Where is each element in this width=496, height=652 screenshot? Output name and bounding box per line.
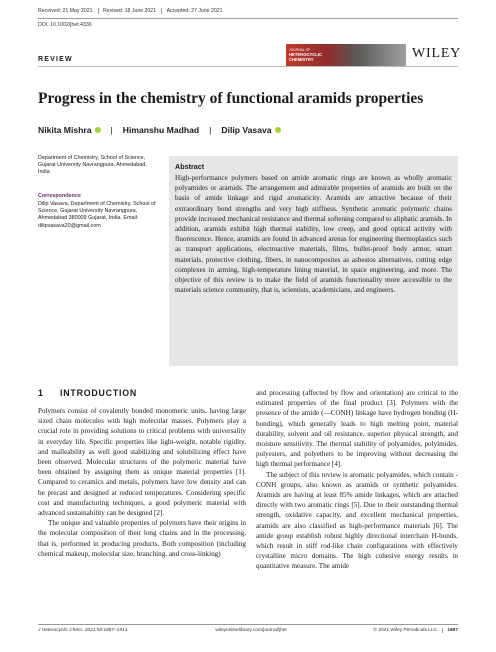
paragraph: The unique and valuable properties of polymers have their origins in the molecular composition of their long chains and in the processing, that is, performed in producing products. Both composition (including chemical makeup, molecular size, branching, and cross-linking) — [38, 519, 246, 558]
correspondence-heading: Correspondence — [38, 193, 81, 199]
section-label: REVIEW — [38, 56, 73, 63]
section-number: 1 — [38, 388, 44, 398]
orcid-icon[interactable] — [275, 127, 281, 133]
footer-right — [373, 628, 458, 633]
header-rule — [38, 18, 458, 19]
paragraph: The subject of this review is aromatic polyamides, which contain -CONH groups, also known as aramids or synthetic polyamides. Aramids are having at least 85% amide linkages, which are attached directly with two aromatic rings [5]. Due to their outstanding thermal strength, oxidative capacity, and excellent mechanical properties, aramids are also classified as high-performance materials [6]. The amide group establish robust highly directional interchain H-bonds, which result in stiff rod-like chain configurations with effectively crystalline micro domains. The high cohesive energy results in quantitative measure. The amide — [256, 470, 458, 571]
author-separator: | — [110, 125, 113, 135]
abstract-box — [169, 156, 458, 366]
abstract-heading: Abstract — [175, 162, 205, 171]
journal-url[interactable]: wileyonlinelibrary.com/journal/jhet — [215, 628, 287, 633]
received-date: Received: 21 May 2021 — [38, 8, 93, 14]
body-column-left — [38, 406, 246, 559]
accepted-date: Accepted: 27 June 2021 — [166, 8, 223, 14]
revised-date: Revised: 18 June 2021 — [103, 8, 157, 14]
citation: J Heterocyclic Chem. 2021;58:1887–1913. — [38, 628, 129, 633]
journal-name — [289, 48, 322, 62]
publisher-logo: WILEY — [412, 46, 462, 61]
page-number: 1887 — [442, 628, 458, 633]
correspondence: Dilip Vasava, Department of Chemistry, School of Science, Gujarat University Navrangpura, Ahmedabad 380009 Gujarat, India. Email: dilipvasava20@gmail.com — [38, 201, 156, 229]
copyright: © 2021 Wiley Periodicals LLC. — [373, 628, 439, 633]
footer-rule — [38, 624, 458, 625]
article-title: Progress in the chemistry of functional aramids properties — [38, 90, 424, 107]
author-separator: | — [209, 125, 212, 135]
section-title: INTRODUCTION — [60, 388, 138, 398]
paragraph: and processing (affected by flow and orientation) are critical to the estimated properties of the final product [3]. Polymers with the presence of the amide (—CONH) linkage have hydrogen bonding (H-bonding), which generally leads to high melting point, material durability, solvent and oil resistance, superior physical strength, and moisture sensitivity. The thermal stability of polyamides, polyimides, polyesters, and polyethers to be improving without decreasing the high thermal performance [4]. — [256, 389, 458, 469]
journal-banner — [286, 44, 406, 66]
orcid-icon[interactable] — [95, 127, 101, 133]
page-footer — [38, 628, 458, 633]
journal-line-1: JOURNAL OF — [289, 48, 311, 52]
date-divider — [98, 8, 99, 14]
journal-line-2: HETEROCYCLIC — [289, 51, 323, 57]
author-list — [38, 125, 281, 135]
introduction-heading — [38, 388, 137, 398]
author-name[interactable]: Nikita Mishra — [38, 125, 92, 135]
affiliation: Department of Chemistry, School of Science, Gujarat University Navrangpura, Ahmedabad, India — [38, 155, 147, 176]
paragraph: Polymers consist of covalently bonded monomeric units, having large sized chain molecules with high molecular masses. Polymers play a crucial role in providing solutions to critical problems with universality in everyday life. Specific properties like light-weight, notable rigidity, and malleability as well good stabilizing and solubilizing effect have been observed. Molecular structures of the polymeric material have been obtained by assigning them as unique material properties [1]. Compared to ceramics and metals, polymers have low density and can be precast and designed at reduced temperatures. Considering specific cost and manufacturing techniques, a good polymeric material with advanced sustainability can be designed [2]. — [38, 407, 246, 518]
article-dates — [38, 8, 223, 14]
body-column-right — [256, 388, 458, 572]
author-name[interactable]: Dilip Vasava — [221, 125, 272, 135]
section-rule — [38, 66, 458, 67]
journal-line-3: CHEMISTRY — [289, 56, 314, 62]
author-name[interactable]: Himanshu Madhad — [122, 125, 200, 135]
date-divider — [161, 8, 162, 14]
abstract-text: High-performance polymers based on amide aromatic rings are known as wholly aromatic polyamides or aramids. The arrangement and admirable properties of aramids are built on the basis of amide linkage and rigid aromaticity. Aramids are attractive because of their extraordinary bond strengths and very high stiffness. Synthetic aromatic polymeric chains provide increased mechanical resistance and thermal softening compared to aliphatic aramids. In addition, aramids exhibit high thermal stability, low creep, and good optical activity with fluorescence. Hence, aramids are found in advanced arenas for engineering thermoplastics such as transport applications, electroactive materials, films, bullet-proof body armor, smart materials, protective clothing, fibers, in nanocomposites as asbestos alternatives, cutting edge complexes in arming, high-temperature lining material, in space engineering, and more. The objective of this review is to make the field of aramids functionality more accessible to the materials science community, that is, scientists, academicians, and engineers. — [175, 174, 452, 295]
doi: DOI: 10.1002/jhet.4336 — [38, 22, 92, 28]
